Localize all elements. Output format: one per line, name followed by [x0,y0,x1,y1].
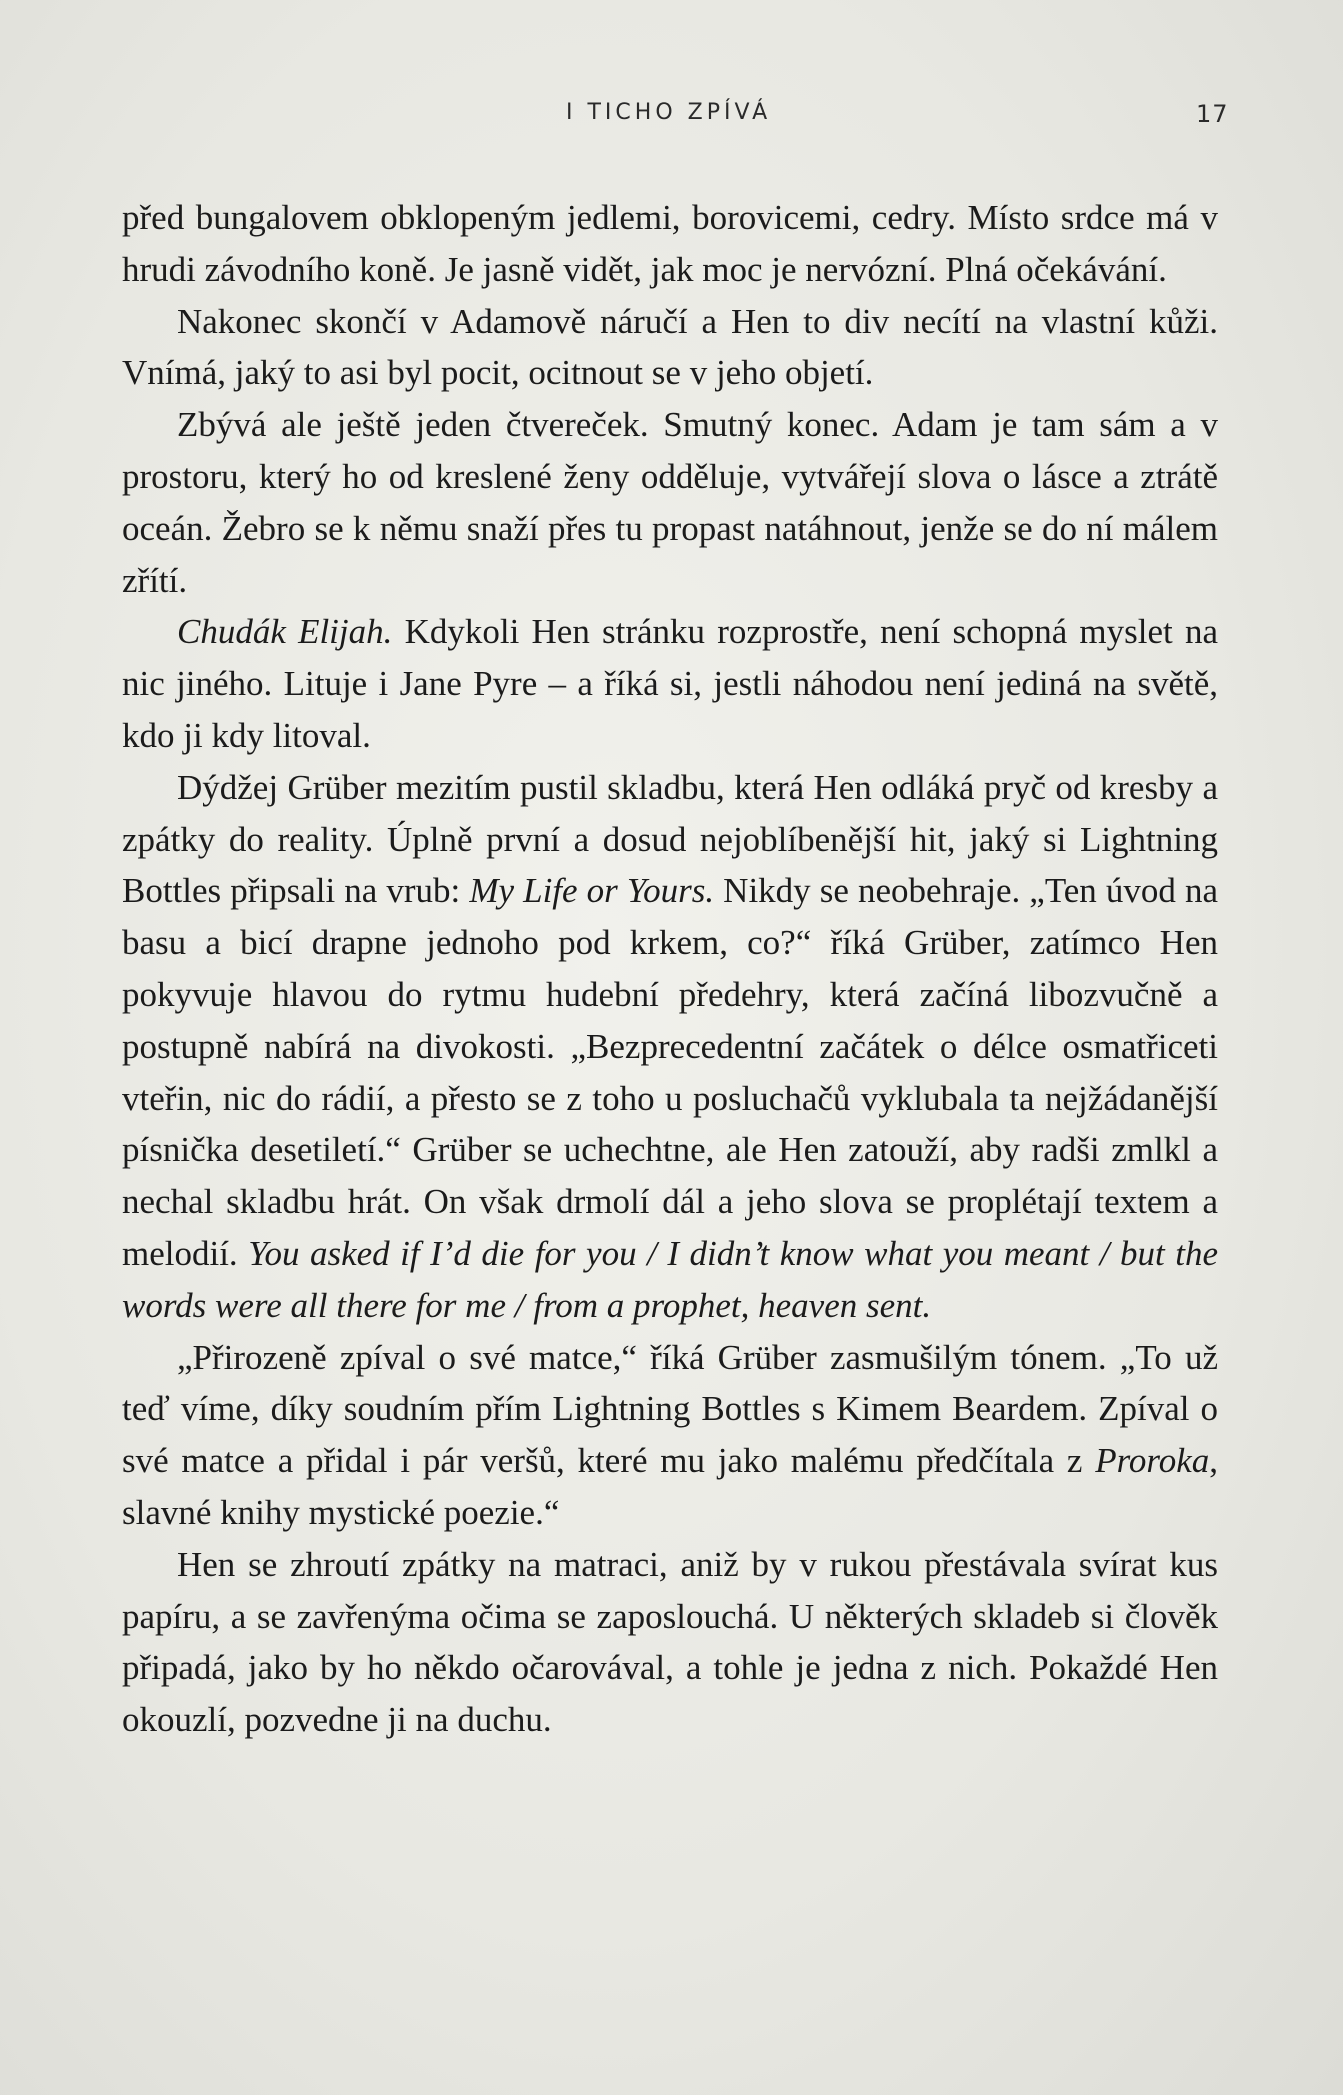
paragraph-segment: , slavné knihy mystické poezie.“ [122,1441,1218,1532]
running-head [0,100,1343,140]
italic-segment: Proroka [1095,1441,1210,1481]
paragraph-segment: Kdykoli Hen stránku rozprostře, není schopná myslet na nic jiného. Lituje i Jane Pyre – a říká si, jestli náhodou není jediná na světě, kdo ji kdy litoval. [122,612,1218,755]
paragraph-6 [122,1332,1218,1539]
paragraph-segment: Hen se zhroutí zpátky na matraci, aniž by v rukou přestávala svírat kus papíru, a se zavřenýma očima se zaposlouchá. U některých skladeb si člověk připadá, jako by ho někdo očarovával, a tohle je jedna z nich. Pokaždé Hen okouzlí, pozvedne ji na duchu. [122,1544,1218,1740]
paragraph-segment: před bungalovem obklopeným jedlemi, borovicemi, cedry. Místo srdce má v hrudi závodního koně. Je jasně vidět, jak moc je nervózní. Plná očekávání. [122,198,1218,289]
paragraph-segment: Nikdy se neobehraje. „Ten úvod na basu a bicí drapne jednoho pod krkem, co?“ říká Grüber, zatímco Hen pokyvuje hlavou do rytmu hudební předehry, která začíná libozvučně a postupně nabírá na divokosti. „Bezprecedentní začátek o délce osmatřiceti vteřin, nic do rádií, a přesto se z toho u posluchačů vyklubala ta nejžádanější písnička desetiletí.“ Grüber se uchechtne, ale Hen zatouží, aby radši zmlkl a nechal skladbu hrát. On však drmolí dál a jeho slova se proplétají textem a melodií. [122,871,1218,1273]
body-text [122,192,1218,1746]
italic-segment: My Life or Yours. [469,871,715,911]
page-number: 17 [1196,100,1229,128]
italic-segment: Chudák Elijah. [177,612,393,652]
paragraph-7 [122,1539,1218,1746]
paragraph-segment: Zbývá ale ještě jeden čtvereček. Smutný konec. Adam je tam sám a v prostoru, který ho od kreslené ženy odděluje, vytvářejí slova o lásce a ztrátě oceán. Žebro se k němu snaží přes tu propast natáhnout, jenže se do ní málem zřítí. [122,405,1218,600]
running-title: I TICHO ZPÍVÁ [566,100,772,125]
paragraph-2 [122,296,1218,400]
italic-segment: You asked if I’d die for you / I didn’t know what you meant / but the words were all there for me / from a prophet, heaven sent. [122,1233,1219,1325]
paragraph-3 [122,399,1218,606]
paragraph-1 [122,192,1218,296]
paragraph-5 [122,762,1218,1332]
paragraph-4 [122,606,1218,761]
paragraph-segment: „Přirozeně zpíval o své matce,“ říká Grüber zasmušilým tónem. „To už teď víme, díky soudním přím Lightning Bottles s Kimem Beardem. Zpíval o své matce a přidal i pár veršů, které mu jako malému předčítala z [122,1337,1218,1481]
paragraph-segment: Nakonec skončí v Adamově náručí a Hen to div necítí na vlastní kůži. Vnímá, jaký to asi byl pocit, ocitnout se v jeho objetí. [122,301,1218,393]
paragraph-segment: Dýdžej Grüber mezitím pustil skladbu, která Hen odláká pryč od kresby a zpátky do reality. Úplně první a dosud nejoblíbenější hit, jaký si Lightning Bottles připsali na vrub: [122,767,1218,911]
